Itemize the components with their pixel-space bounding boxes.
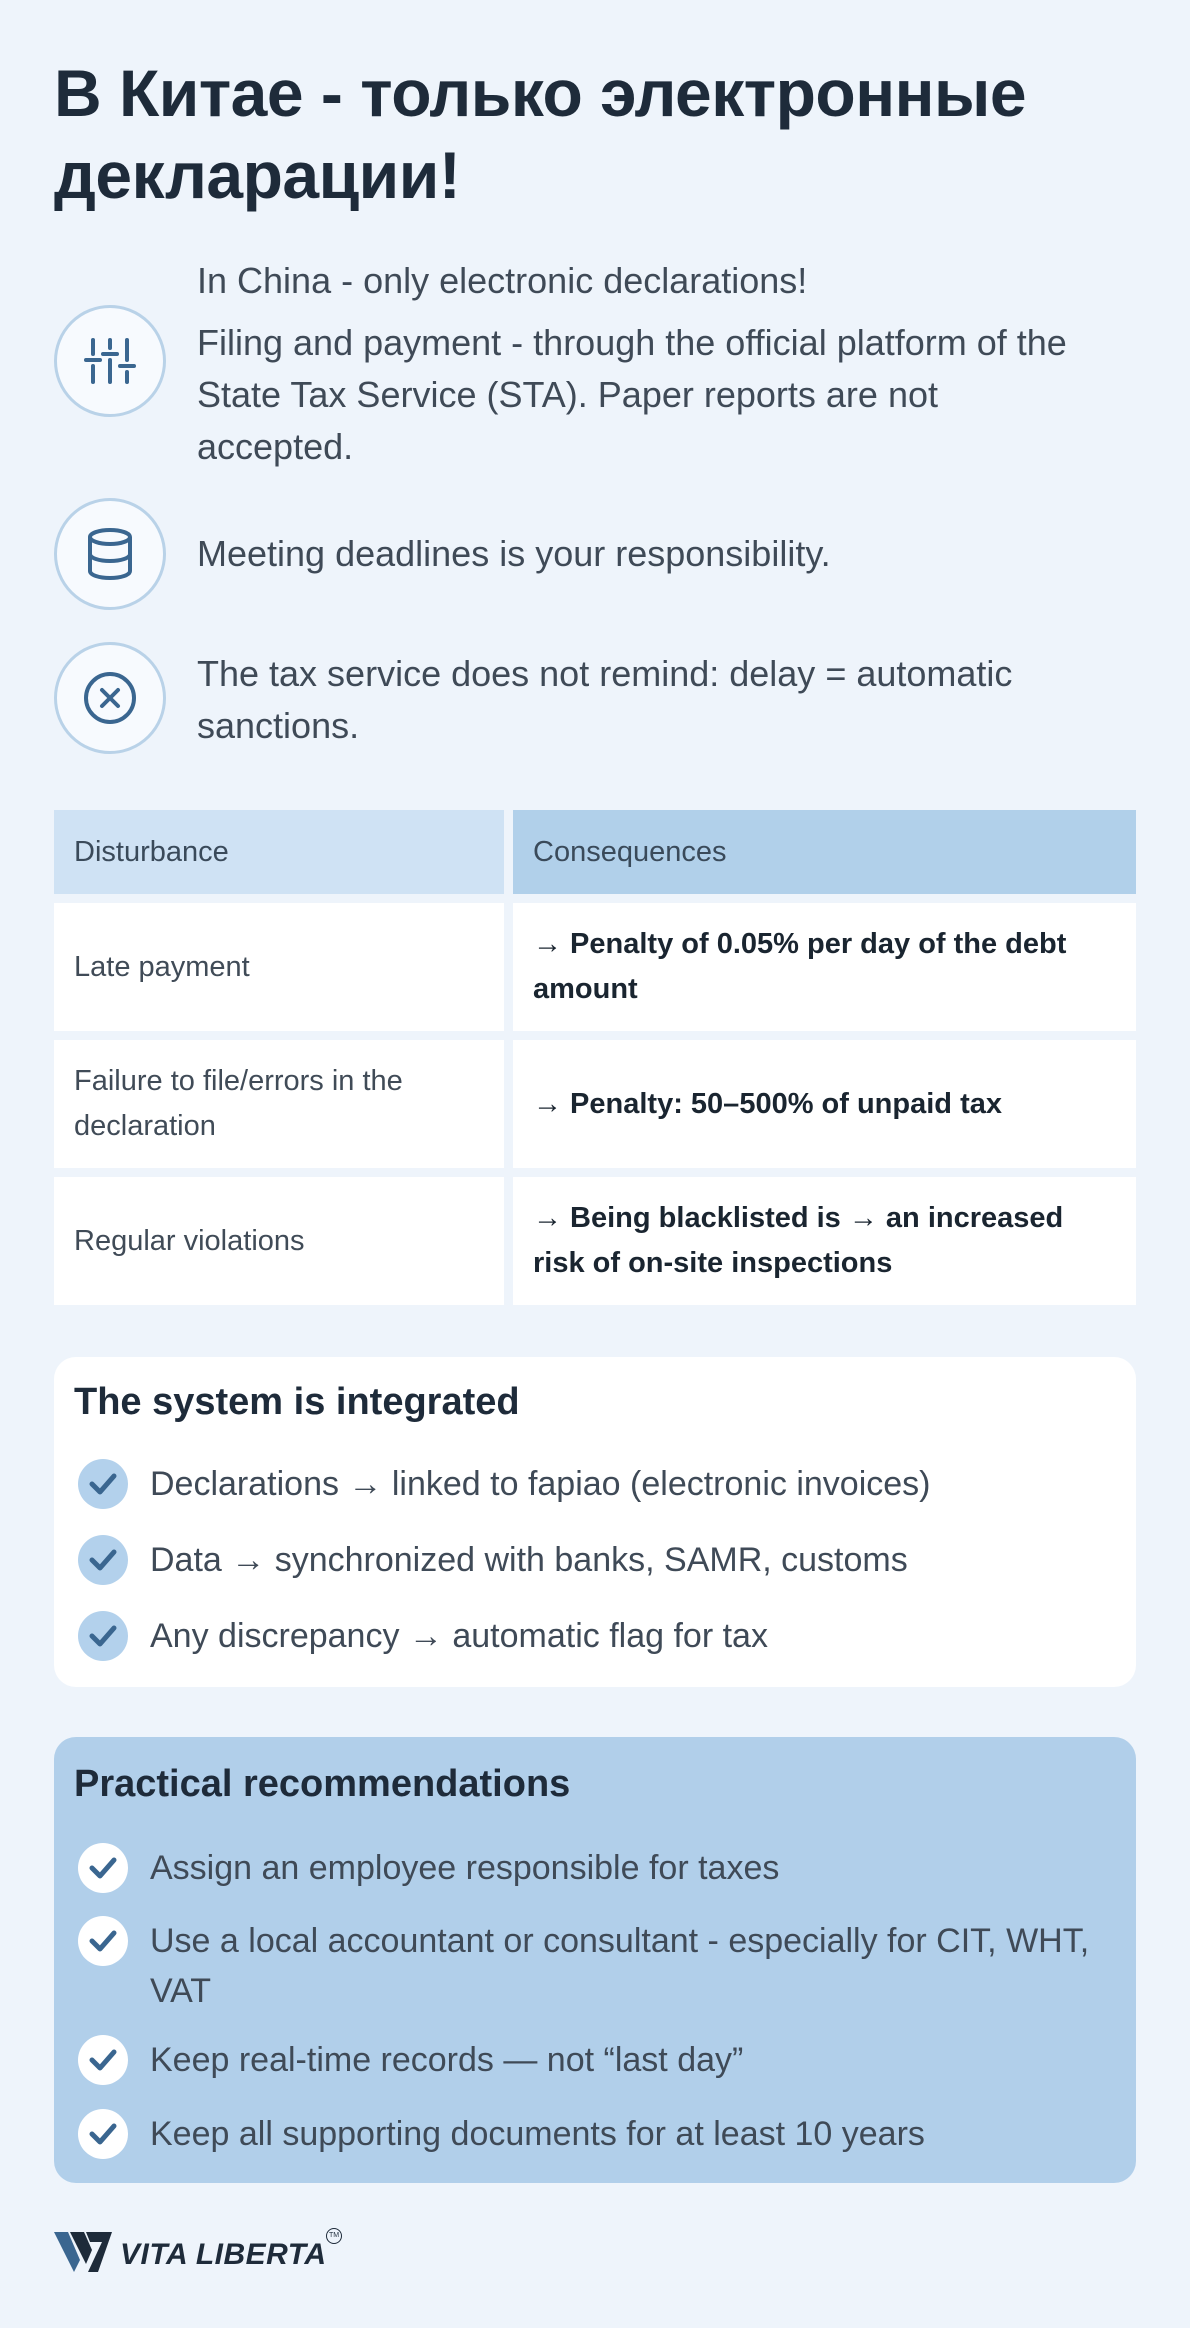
recommendations-card [54, 1737, 1136, 2183]
point-text: The tax service does not remind: delay = automatic sanctions. [197, 653, 1013, 746]
point-no-reminders [54, 642, 1136, 760]
table-cell: → Penalty of 0.05% per day of the debt amount [513, 903, 1136, 1031]
point-text: Filing and payment - through the official platform of the State Tax Service (STA). Paper reports are not accepted. [197, 322, 1067, 467]
table-cell: Regular violations [54, 1177, 504, 1305]
check-icon [78, 1459, 128, 1509]
vita-liberta-logo [54, 2228, 354, 2278]
table-cell: → Penalty: 50–500% of unpaid tax [513, 1040, 1136, 1168]
table-cell: Late payment [54, 903, 504, 1031]
close-circle-icon [54, 642, 166, 754]
list-item [78, 2035, 1118, 2085]
list-item-text: Assign an employee responsible for taxes [150, 1849, 780, 1887]
list-item [78, 2109, 1118, 2159]
check-icon [78, 1611, 128, 1661]
logo-mark-icon [54, 2230, 114, 2274]
list-item [78, 1535, 1118, 1585]
list-item-text: Declarations → linked to fapiao (electronic invoices) [150, 1465, 931, 1503]
check-icon [78, 2109, 128, 2159]
point-electronic-filing [54, 255, 1136, 475]
check-icon [78, 1535, 128, 1585]
list-item-text: Data → synchronized with banks, SAMR, customs [150, 1541, 908, 1579]
list-item-text: Any discrepancy → automatic flag for tax [150, 1617, 768, 1655]
point-headline: In China - only electronic declarations! [197, 260, 808, 301]
point-deadlines [54, 498, 1136, 616]
list-item-text: Keep real-time records — not “last day” [150, 2041, 744, 2079]
list-item [78, 1459, 1118, 1509]
table-header-consequences: Consequences [513, 810, 1136, 894]
card-title: The system is integrated [74, 1381, 520, 1423]
integrated-card [54, 1357, 1136, 1687]
table-header-disturbance: Disturbance [54, 810, 504, 894]
list-item-text: Keep all supporting documents for at least 10 years [150, 2115, 925, 2153]
check-icon [78, 2035, 128, 2085]
trademark-mark: TM [326, 2228, 342, 2244]
list-item [78, 1916, 1118, 2016]
list-item-text: Use a local accountant or consultant - especially for CIT, WHT, VAT [150, 1922, 1090, 2010]
list-item [78, 1843, 1118, 1893]
logo-text: VITA LIBERTA [120, 2238, 327, 2271]
list-item [78, 1611, 1118, 1661]
page-title: В Китае - только электронные декларации! [54, 56, 1027, 212]
card-title: Practical recommendations [74, 1763, 571, 1805]
point-text: Meeting deadlines is your responsibility. [197, 533, 831, 574]
sliders-icon [54, 305, 166, 417]
table-cell: → Being blacklisted is → an increased risk of on-site inspections [513, 1177, 1136, 1305]
check-icon [78, 1916, 128, 1966]
table-cell: Failure to file/errors in the declaration [54, 1040, 504, 1168]
check-icon [78, 1843, 128, 1893]
database-icon [54, 498, 166, 610]
